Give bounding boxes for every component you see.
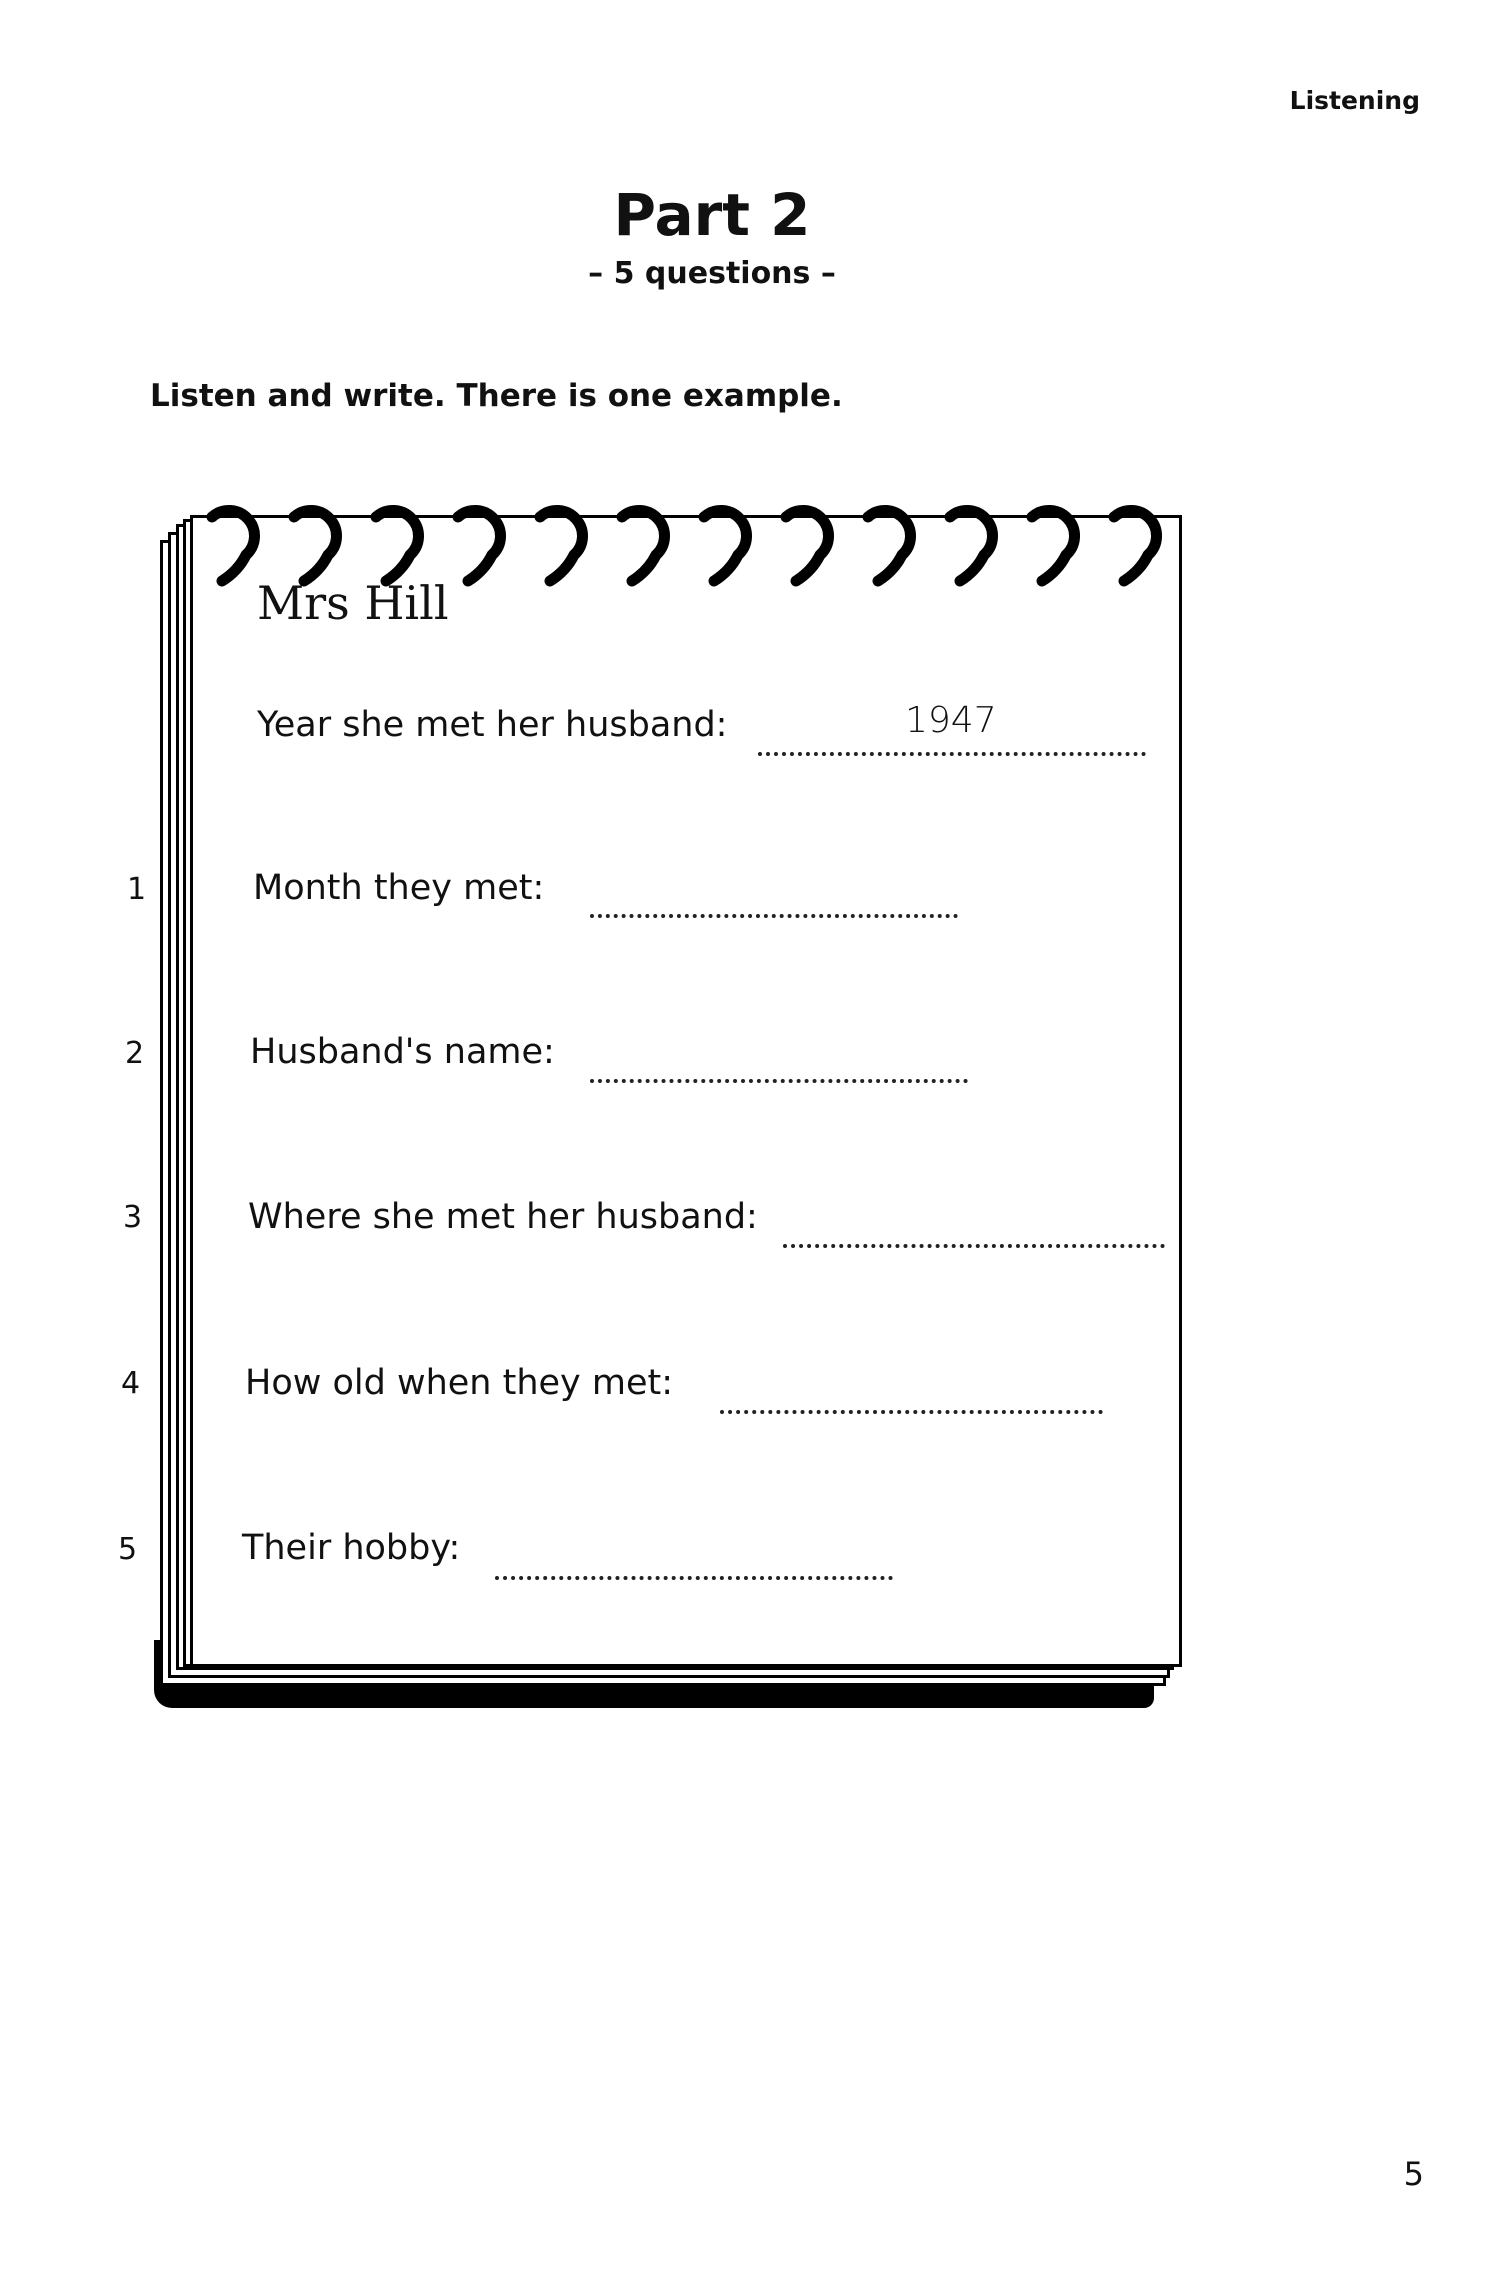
section-label: Listening bbox=[1289, 86, 1420, 115]
notebook-title: Mrs Hill bbox=[257, 576, 449, 630]
example-label: Year she met her husband: bbox=[257, 705, 728, 745]
question-number: 3 bbox=[123, 1200, 143, 1235]
question-number: 5 bbox=[118, 1532, 138, 1567]
part-title: Part 2 bbox=[613, 181, 811, 249]
answer-line-2[interactable] bbox=[590, 1079, 968, 1083]
question-label: Month they met: bbox=[253, 868, 545, 908]
part-subtitle: – 5 questions – bbox=[588, 256, 836, 291]
answer-line-3[interactable] bbox=[783, 1244, 1165, 1248]
page-number: 5 bbox=[1403, 2155, 1424, 2193]
question-number: 1 bbox=[127, 872, 147, 907]
question-label: Where she met her husband: bbox=[248, 1197, 758, 1237]
example-answer: 1947 bbox=[905, 700, 997, 741]
question-label: How old when they met: bbox=[245, 1363, 674, 1403]
question-number: 2 bbox=[125, 1036, 145, 1071]
example-answer-line bbox=[758, 752, 1146, 756]
answer-line-4[interactable] bbox=[720, 1410, 1103, 1414]
notebook-page bbox=[190, 515, 1182, 1667]
instruction-text: Listen and write. There is one example. bbox=[150, 378, 843, 414]
question-number: 4 bbox=[121, 1366, 141, 1401]
question-label: Their hobby: bbox=[242, 1528, 461, 1568]
answer-line-1[interactable] bbox=[590, 914, 958, 918]
question-label: Husband's name: bbox=[250, 1032, 555, 1072]
answer-line-5[interactable] bbox=[495, 1576, 893, 1580]
